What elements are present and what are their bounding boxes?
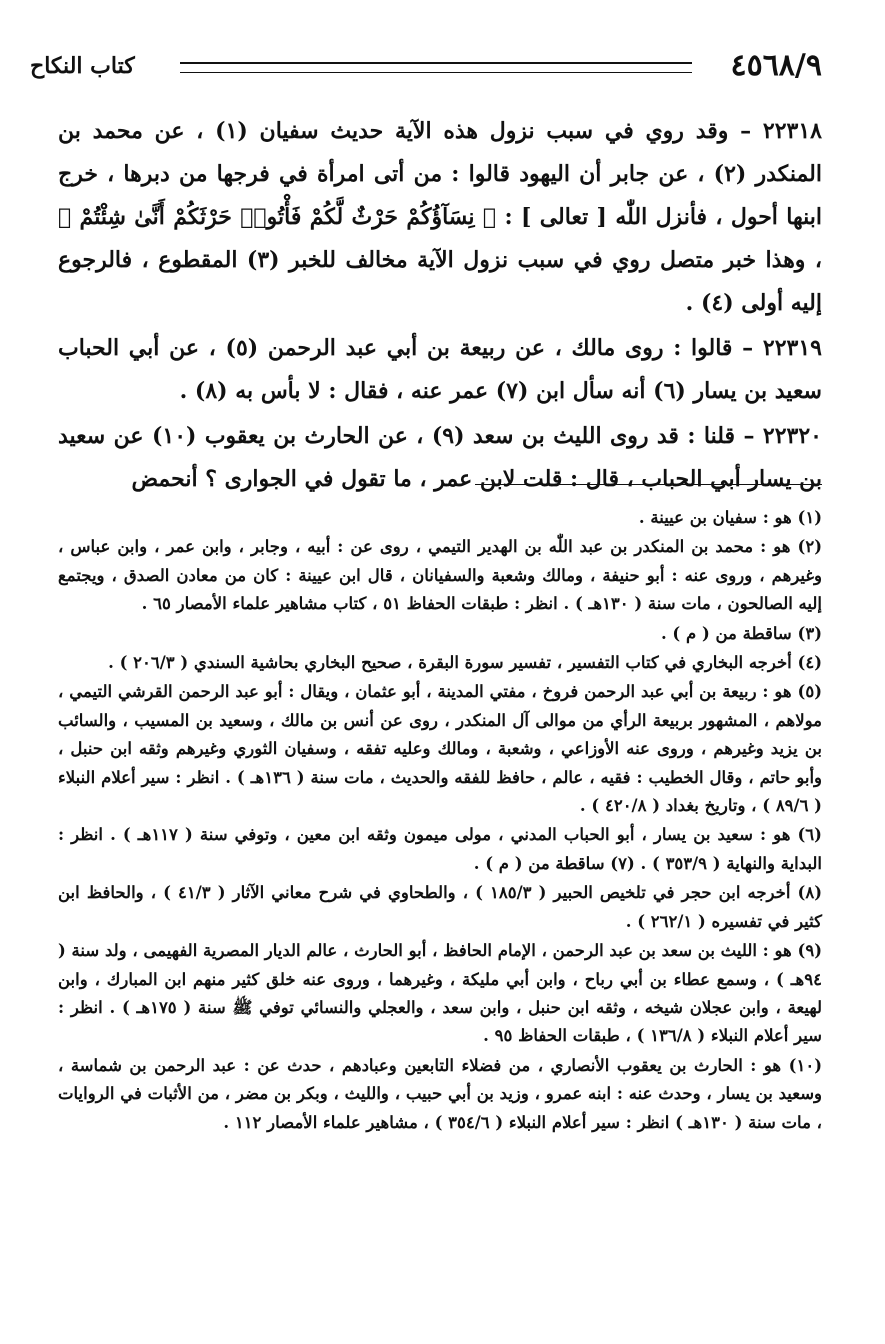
page-number: ٤٥٦٨/٩ [730, 48, 822, 83]
footnotes [58, 504, 822, 1137]
footnote: (٥) هو : ربيعة بن أبي عبد الرحمن فروخ ، مفتي المدينة ، أبو عثمان ، ويقال : أبو عبد الرحمن القرشي التيمي ، مولاهم ، المشهور بربيعة الرأي من موالى آل المنكدر ، روى عن أنس بن مالك ، وسعيد بن المسيب ، والسائب بن يزيد وغيرهم ، وروى عنه الأوزاعي ، وشعبة ، ومالك وعليه تفقه ، وسفيان الثوري وغيرهم وثقه ابن حنبل ، وأبو حاتم ، وقال الخطيب : فقيه ، عالم ، حافظ للفقه والحديث ، مات سنة ( ١٣٦هـ ) . انظر : سير أعلام النبلاء ( ٨٩/٦ ) ، وتاريخ بغداد ( ٤٢٠/٨ ) . [58, 682, 823, 816]
footnote: (٨) أخرجه ابن حجر في تلخيص الحبير ( ١٨٥/٣ ) ، والطحاوي في شرح معاني الآثار ( ٤١/٣ ) ، والحافظ ابن كثير في تفسيره ( ٢٦٢/١ ) . [58, 883, 822, 931]
paragraph [58, 415, 822, 501]
book-title: كتاب النكاح [30, 53, 135, 79]
header-rule [180, 62, 692, 73]
main-text [58, 110, 822, 501]
footnote: (١٠) هو : الحارث بن يعقوب الأنصاري ، من فضلاء التابعين وعبادهم ، حدث عن : عبد الرحمن بن شماسة ، وسعيد بن يسار ، وحدث عنه : ابنه عمرو ، وزيد بن أبي حبيب ، والليث ، وبكر بن مضر ، من الأثبات في الروايات ، مات سنة ( ١٣٠هـ ) انظر : سير أعلام النبلاء ( ٣٥٤/٦ ) ، مشاهير علماء الأمصار ١١٢ . [58, 1055, 822, 1132]
paragraph-text: – قالوا : روى مالك ، عن ربيعة بن أبي عبد الرحمن (٥) ، عن أبي الحباب سعيد بن يسار (٦) أنه سأل ابن (٧) عمر عنه ، فقال : لا بأس به (٨) . [58, 335, 822, 404]
footnote: (٢) هو : محمد بن المنكدر بن عبد اللّٰه بن الهدير التيمي ، روى عن : أبيه ، وجابر ، وابن عمر ، وابن عباس ، وغيرهم ، وروى عنه : أبو حنيفة ، ومالك وشعبة والسفيانان ، قال ابن عيينة : كان من معادن الصدق ، ويجتمع إليه الصالحون ، مات سنة ( ١٣٠هـ ) . انظر : طبقات الحفاظ ٥١ ، كتاب مشاهير علماء الأمصار ٦٥ . [58, 537, 822, 614]
paragraph [58, 327, 822, 413]
paragraph-number: ٢٢٣١٨ [762, 118, 822, 144]
paragraph-text: – وقد روي في سبب نزول هذه الآية حديث سفيان (١) ، عن محمد بن المنكدر (٢) ، عن جابر أن اليهود قالوا : من أتى امرأة في فرجها من دبرها ، خرج ابنها أحول ، فأنزل اللّٰه [ تعالى ] : ﴿ نِسَآؤُكُمْ حَرْثٌ لَّكُمْ فَأْتُوا۟ حَرْثَكُمْ أَنَّىٰ شِئْتُمْ ﴾ ، وهذا خبر متصل روي في سبب نزول الآية مخالف للخبر (٣) المقطوع ، فالرجوع إليه أولى (٤) . [58, 118, 822, 316]
footnote-separator [475, 484, 822, 485]
footnote: (١) هو : سفيان بن عيينة . [638, 508, 822, 527]
paragraph-number: ٢٢٣٢٠ [762, 423, 822, 449]
footnote: (٦) هو : سعيد بن يسار ، أبو الحباب المدني ، مولى ميمون وثقه ابن معين ، وتوفي سنة ( ١١٧هـ ) . انظر : البداية والنهاية ( ٣٥٣/٩ ) . (٧) ساقطة من ( م ) . [58, 825, 822, 873]
page-header [30, 46, 822, 86]
footnote: (٤) أخرجه البخاري في كتاب التفسير ، تفسير سورة البقرة ، صحيح البخاري بحاشية السندي ( ٢٠٦/٣ ) . [108, 653, 822, 673]
paragraph-text: – قلنا : قد روى الليث بن سعد (٩) ، عن الحارث بن يعقوب (١٠) عن سعيد بن يسار أبي الحباب ، قال : قلت لابن عمر ، ما تقول في الجوارى ؟ أنحمض [58, 423, 822, 492]
paragraph [58, 110, 822, 325]
footnote: (٣) ساقطة من ( م ) . [660, 623, 822, 643]
paragraph-number: ٢٢٣١٩ [762, 335, 822, 361]
footnote: (٩) هو : الليث بن سعد بن عبد الرحمن ، الإمام الحافظ ، أبو الحارث ، عالم الديار المصرية الفهيمى ، ولد سنة ( ٩٤هـ ) ، وسمع عطاء بن أبي رباح ، وابن أبي مليكة ، وغيرهما ، وروى عنه خلق كثير منهم ابن المبارك ، وابن لهيعة ، وابن عجلان شيخه ، وثقه ابن حنبل ، وابن سعد ، والعجلي والنسائي توفي ﷺ سنة ( ١٧٥هـ ) . انظر : سير أعلام النبلاء ( ١٣٦/٨ ) ، طبقات الحفاظ ٩٥ . [58, 941, 822, 1046]
